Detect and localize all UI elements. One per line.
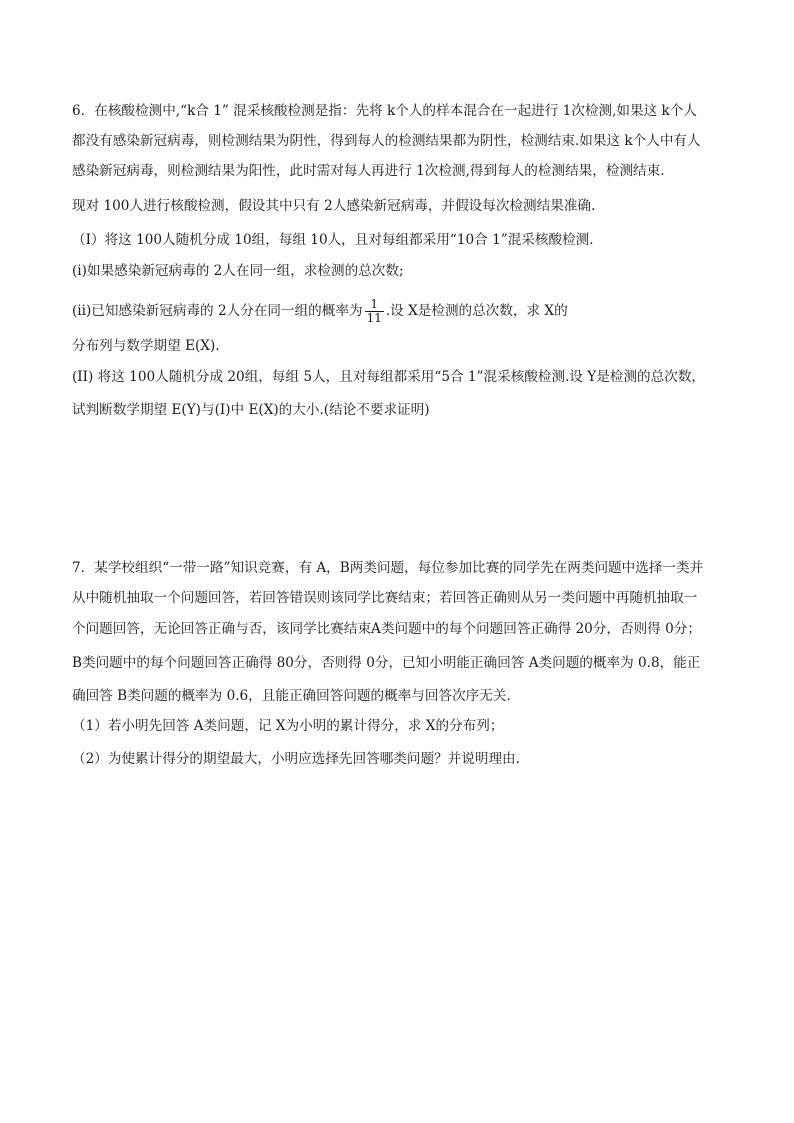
q7-line-3: 个问题回答，无论回答正确与否，该同学比赛结束A类问题中的每个问题回答正确得 20分，否则得 0分； bbox=[72, 621, 701, 637]
q7-line-5: 确回答 B类问题的概率为 0.6，且能正确回答问题的概率与回答次序无关. bbox=[72, 688, 511, 704]
q6-line-7-prefix: (ii)已知感染新冠病毒的 2人分在同一组的概率为 bbox=[72, 303, 363, 319]
fraction-denominator: 11 bbox=[366, 311, 382, 325]
q6-line-7-suffix: .设 X是检测的总次数，求 X的 bbox=[385, 303, 568, 319]
q7-line-2: 从中随机抽取一个问题回答，若回答错误则该同学比赛结束；若回答正确则从另一类问题中再随机抽取一 bbox=[72, 590, 698, 606]
q6-line-3: 感染新冠病毒，则检测结果为阳性，此时需对每人再进行 1次检测,得到每人的检测结果，检测结束. bbox=[72, 163, 665, 179]
q6-line-8: 分布列与数学期望 E(X). bbox=[72, 338, 220, 354]
q6-line-4: 现对 100人进行核酸检测，假设其中只有 2人感染新冠病毒，并假设每次检测结果准确. bbox=[72, 198, 596, 214]
q6-line-1: 6．在核酸检测中,“k合 1” 混采核酸检测是指：先将 k个人的样本混合在一起进行 1次检测,如果这 k个人 bbox=[72, 103, 697, 119]
q6-line-10: 试判断数学期望 E(Y)与(I)中 E(X)的大小.(结论不要求证明) bbox=[72, 402, 430, 418]
q6-line-9: (II) 将这 100人随机分成 20组，每组 5人，且对每组都采用“5合 1”混采核酸检测.设 Y是检测的总次数， bbox=[72, 369, 706, 385]
q6-line-2: 都没有感染新冠病毒，则检测结果为阴性，得到每人的检测结果都为阴性，检测结束.如果这 k个人中有人 bbox=[72, 133, 701, 149]
probability-fraction bbox=[365, 298, 384, 325]
q6-line-5: （I）将这 100人随机分成 10组，每组 10人，且对每组都采用“10合 1”混采核酸检测. bbox=[72, 232, 594, 248]
fraction-numerator: 1 bbox=[365, 298, 384, 312]
q7-line-6: （1）若小明先回答 A类问题，记 X为小明的累计得分，求 X的分布列； bbox=[72, 718, 504, 734]
q6-line-7 bbox=[72, 298, 568, 325]
q7-line-4: B类问题中的每个问题回答正确得 80分，否则得 0分，已知小明能正确回答 A类问题的概率为 0.8，能正 bbox=[72, 655, 701, 671]
q6-line-6: (i)如果感染新冠病毒的 2人在同一组，求检测的总次数; bbox=[72, 263, 404, 279]
q7-line-1: 7．某学校组织“一带一路”知识竞赛，有 A，B两类问题，每位参加比赛的同学先在两类问题中选择一类并 bbox=[72, 560, 704, 576]
q7-line-7: （2）为使累计得分的期望最大，小明应选择先回答哪类问题？并说明理由. bbox=[72, 751, 520, 767]
